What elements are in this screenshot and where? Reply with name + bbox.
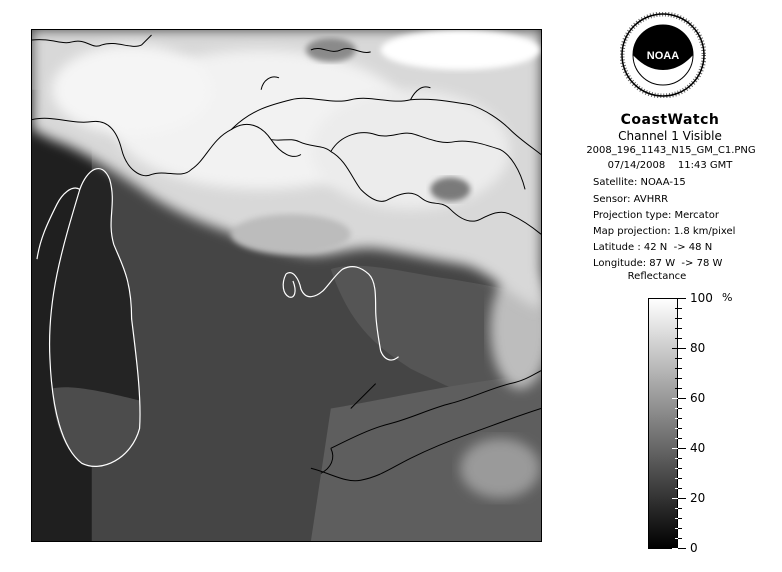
colorbar-minor-tick-inner bbox=[675, 338, 678, 339]
colorbar-minor-tick-inner bbox=[675, 408, 678, 409]
colorbar-minor-tick-inner bbox=[675, 428, 678, 429]
channel-subtitle: Channel 1 Visible bbox=[618, 129, 722, 143]
colorbar-minor-tick-inner bbox=[675, 528, 678, 529]
cloud-fringe bbox=[231, 214, 351, 254]
colorbar-minor-tick-inner bbox=[675, 438, 678, 439]
meta-projection-type: Projection type: Mercator bbox=[593, 210, 719, 221]
colorbar-minor-tick bbox=[678, 418, 682, 419]
colorbar-major-tick-inner bbox=[672, 548, 678, 549]
colorbar-tick-label: 20 bbox=[690, 491, 706, 505]
colorbar-major-tick-inner bbox=[672, 298, 678, 299]
meta-longitude: Longitude: 87 W -> 78 W bbox=[593, 258, 723, 269]
colorbar-minor-tick-inner bbox=[675, 458, 678, 459]
colorbar-major-tick bbox=[678, 548, 686, 549]
colorbar-tick-label: 60 bbox=[690, 391, 706, 405]
colorbar-minor-tick bbox=[678, 328, 682, 329]
colorbar-minor-tick-inner bbox=[675, 468, 678, 469]
colorbar-minor-tick bbox=[678, 358, 682, 359]
colorbar-minor-tick-inner bbox=[675, 488, 678, 489]
reflectance-colorbar bbox=[648, 298, 678, 549]
noaa-logo bbox=[620, 12, 706, 98]
colorbar-minor-tick bbox=[678, 338, 682, 339]
cloud-top-bright bbox=[381, 30, 540, 70]
colorbar-minor-tick-inner bbox=[675, 518, 678, 519]
colorbar-major-tick bbox=[678, 348, 686, 349]
colorbar-minor-tick-inner bbox=[675, 328, 678, 329]
colorbar-minor-tick bbox=[678, 308, 682, 309]
colorbar-tick-label: 80 bbox=[690, 341, 706, 355]
colorbar-major-tick-inner bbox=[672, 448, 678, 449]
colorbar-minor-tick bbox=[678, 528, 682, 529]
colorbar-minor-tick-inner bbox=[675, 358, 678, 359]
svg-text:NOAA: NOAA bbox=[646, 50, 680, 62]
colorbar-minor-tick-inner bbox=[675, 478, 678, 479]
colorbar-major-tick-inner bbox=[672, 348, 678, 349]
colorbar-minor-tick-inner bbox=[675, 388, 678, 389]
satellite-map bbox=[32, 30, 541, 541]
colorbar-minor-tick bbox=[678, 428, 682, 429]
colorbar-minor-tick-inner bbox=[675, 538, 678, 539]
colorbar-minor-tick-inner bbox=[675, 378, 678, 379]
colorbar-tick-label: 100 bbox=[690, 291, 713, 305]
colorbar-minor-tick-inner bbox=[675, 318, 678, 319]
colorbar-minor-tick-inner bbox=[675, 418, 678, 419]
colorbar-major-tick-inner bbox=[672, 398, 678, 399]
cloud-shadow bbox=[306, 38, 356, 62]
colorbar-major-tick bbox=[678, 298, 686, 299]
colorbar-minor-tick bbox=[678, 488, 682, 489]
satellite-image-panel bbox=[31, 29, 542, 542]
colorbar-minor-tick bbox=[678, 538, 682, 539]
colorbar-minor-tick bbox=[678, 508, 682, 509]
meta-sensor: Sensor: AVHRR bbox=[593, 194, 669, 205]
colorbar-minor-tick bbox=[678, 388, 682, 389]
colorbar-minor-tick-inner bbox=[675, 368, 678, 369]
cloud-core-east bbox=[311, 90, 510, 210]
image-filename: 2008_196_1143_N15_GM_C1.PNG bbox=[586, 145, 756, 156]
colorbar-minor-tick-inner bbox=[675, 508, 678, 509]
colorbar-tick-label: 0 bbox=[690, 541, 698, 555]
colorbar-minor-tick bbox=[678, 378, 682, 379]
meta-map-projection: Map projection: 1.8 km/pixel bbox=[593, 226, 736, 237]
colorbar-unit: % bbox=[722, 291, 733, 304]
colorbar-minor-tick bbox=[678, 518, 682, 519]
colorbar-major-tick bbox=[678, 448, 686, 449]
cloud-core-west bbox=[52, 45, 211, 135]
meta-satellite: Satellite: NOAA-15 bbox=[593, 177, 686, 188]
colorbar-minor-tick bbox=[678, 458, 682, 459]
colorbar-minor-tick bbox=[678, 478, 682, 479]
colorbar-minor-tick bbox=[678, 408, 682, 409]
image-datetime: 07/14/2008 11:43 GMT bbox=[607, 160, 733, 171]
colorbar-minor-tick bbox=[678, 438, 682, 439]
meta-latitude: Latitude : 42 N -> 48 N bbox=[593, 242, 713, 253]
colorbar-major-tick bbox=[678, 498, 686, 499]
colorbar-tick-label: 40 bbox=[690, 441, 706, 455]
product-title: CoastWatch bbox=[620, 112, 720, 128]
colorbar-major-tick-inner bbox=[672, 498, 678, 499]
colorbar-major-tick bbox=[678, 398, 686, 399]
colorbar-minor-tick bbox=[678, 368, 682, 369]
colorbar-minor-tick bbox=[678, 318, 682, 319]
cloud-shadow-2 bbox=[430, 177, 470, 201]
colorbar-minor-tick bbox=[678, 468, 682, 469]
colorbar-minor-tick-inner bbox=[675, 308, 678, 309]
se-cloud-patch bbox=[460, 438, 540, 498]
colorbar-title: Reflectance bbox=[627, 271, 687, 282]
